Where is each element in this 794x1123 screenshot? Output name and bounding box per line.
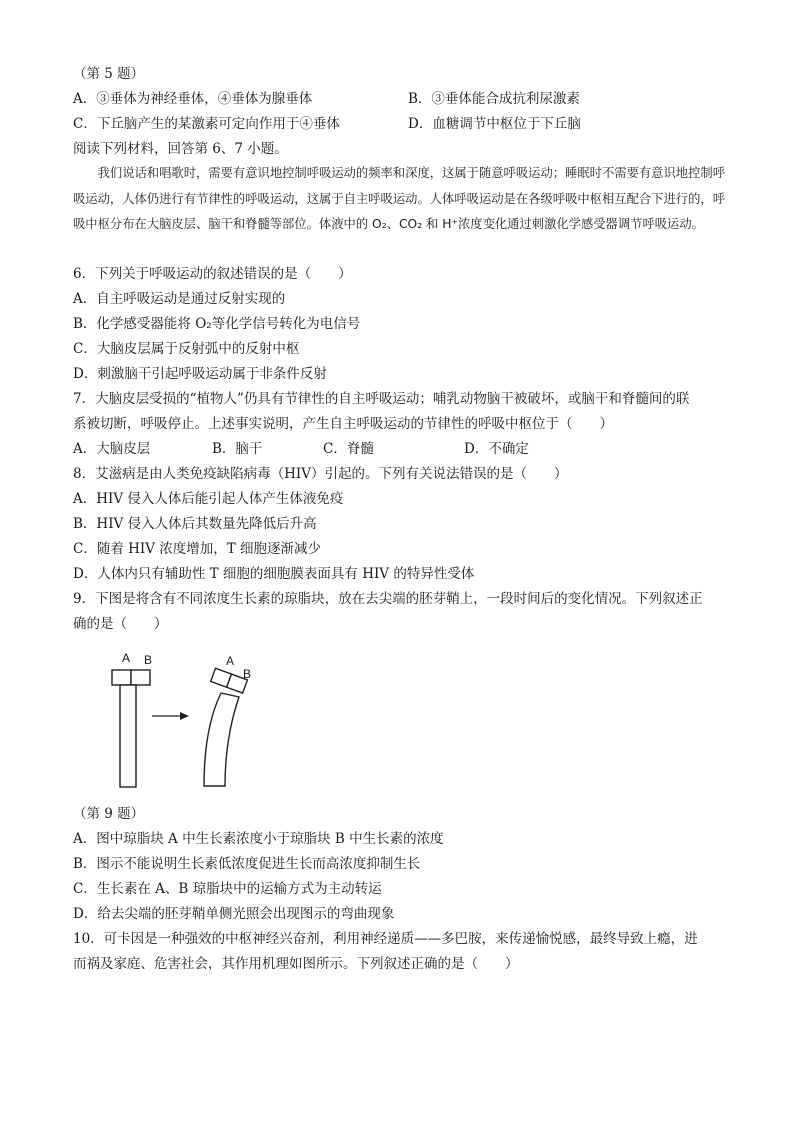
q7-stem-line2: 系被切断，呼吸停止。上述事实说明，产生自主呼吸运动的节律性的呼吸中枢位于（ ）	[73, 416, 613, 432]
q8-option-b: B．HIV 侵入人体后其数量先降低后升高	[73, 516, 317, 532]
q9-caption: （第 9 题）	[73, 806, 145, 822]
q6-option-b: B．化学感受器能将 O₂等化学信号转化为电信号	[73, 316, 361, 332]
reading-material	[73, 161, 725, 238]
q7-option-a: A．大脑皮层	[73, 441, 151, 457]
q8-stem: 8．艾滋病是由人类免疫缺陷病毒（HIV）引起的。下列有关说法错误的是（ ）	[73, 466, 568, 482]
q7-option-c: C．脊髓	[323, 441, 374, 457]
q9-option-c: C．生长素在 A、B 琼脂块中的运输方式为主动转运	[73, 881, 382, 897]
agar-block-b-left	[131, 670, 150, 685]
q6-option-d: D．刺激脑干引起呼吸运动属于非条件反射	[73, 366, 327, 382]
q10-stem-line2: 而祸及家庭、危害社会，其作用机理如图所示。下列叙述正确的是（ ）	[73, 956, 519, 972]
material-paragraph: 我们说话和唱歌时，需要有意识地控制呼吸运动的频率和深度，这属于随意呼吸运动；睡眠时不需要有意识地控制呼吸运动，人体仍进行有节律性的呼吸运动，这属于自主呼吸运动。人体呼吸运动是在各级呼吸中枢相互配合下进行的，呼吸中枢分布在大脑皮层、脑干和脊髓等部位。体液中的 O₂、CO₂ 和 H⁺浓度变化通过刺激化学感受器调节呼吸运动。	[73, 166, 725, 231]
coleoptile-bent	[204, 693, 239, 786]
q6-stem: 6．下列关于呼吸运动的叙述错误的是（ ）	[73, 266, 352, 282]
q6-option-c: C．大脑皮层属于反射弧中的反射中枢	[73, 341, 300, 357]
q9-option-b: B．图示不能说明生长素低浓度促进生长而高浓度抑制生长	[73, 856, 421, 872]
q9-stem-line2: 确的是（ ）	[73, 616, 168, 632]
q5-caption: （第 5 题）	[73, 66, 145, 82]
q5-option-c: C．下丘脑产生的某激素可定向作用于④垂体	[73, 116, 340, 132]
q8-option-c: C．随着 HIV 浓度增加，T 细胞逐渐减少	[73, 541, 322, 557]
agar-blocks-right	[211, 668, 248, 693]
reading-intro: 阅读下列材料，回答第 6、7 小题。	[73, 141, 288, 157]
coleoptile-figure	[100, 648, 290, 790]
q9-option-d: D．给去尖端的胚芽鞘单侧光照会出现图示的弯曲现象	[73, 906, 395, 922]
q9-option-a: A．图中琼脂块 A 中生长素浓度小于琼脂块 B 中生长素的浓度	[73, 831, 444, 847]
q5-option-a: A．③垂体为神经垂体，④垂体为腺垂体	[73, 91, 313, 107]
arrow-head-icon	[180, 712, 189, 720]
label-b-right: B	[243, 667, 252, 681]
q8-option-d: D．人体内只有辅助性 T 细胞的细胞膜表面具有 HIV 的特异性受体	[73, 566, 475, 582]
q8-option-a: A．HIV 侵入人体后能引起人体产生体液免疫	[73, 491, 344, 507]
q5-option-d: D．血糖调节中枢位于下丘脑	[408, 116, 581, 132]
q7-stem-line1: 7．大脑皮层受损的“植物人”仍具有节律性的自主呼吸运动；哺乳动物脑干被破坏，或脑干和脊髓间的联	[73, 391, 690, 407]
label-b-left: B	[144, 653, 153, 667]
q10-stem-line1: 10．可卡因是一种强效的中枢神经兴奋剂，利用神经递质——多巴胺，来传递愉悦感，最终导致上瘾，进	[73, 931, 698, 947]
q7-option-d: D．不确定	[464, 441, 529, 457]
label-a-right: A	[226, 654, 235, 668]
label-a-left: A	[122, 651, 131, 665]
q6-option-a: A．自主呼吸运动是通过反射实现的	[73, 291, 286, 307]
coleoptile-straight	[120, 685, 136, 787]
q5-option-b: B．③垂体能合成抗利尿激素	[408, 91, 580, 107]
q7-option-b: B．脑干	[212, 441, 263, 457]
q9-stem-line1: 9．下图是将含有不同浓度生长素的琼脂块，放在去尖端的胚芽鞘上，一段时间后的变化情况。下列叙述正	[73, 591, 703, 607]
agar-block-a-left	[112, 670, 131, 685]
